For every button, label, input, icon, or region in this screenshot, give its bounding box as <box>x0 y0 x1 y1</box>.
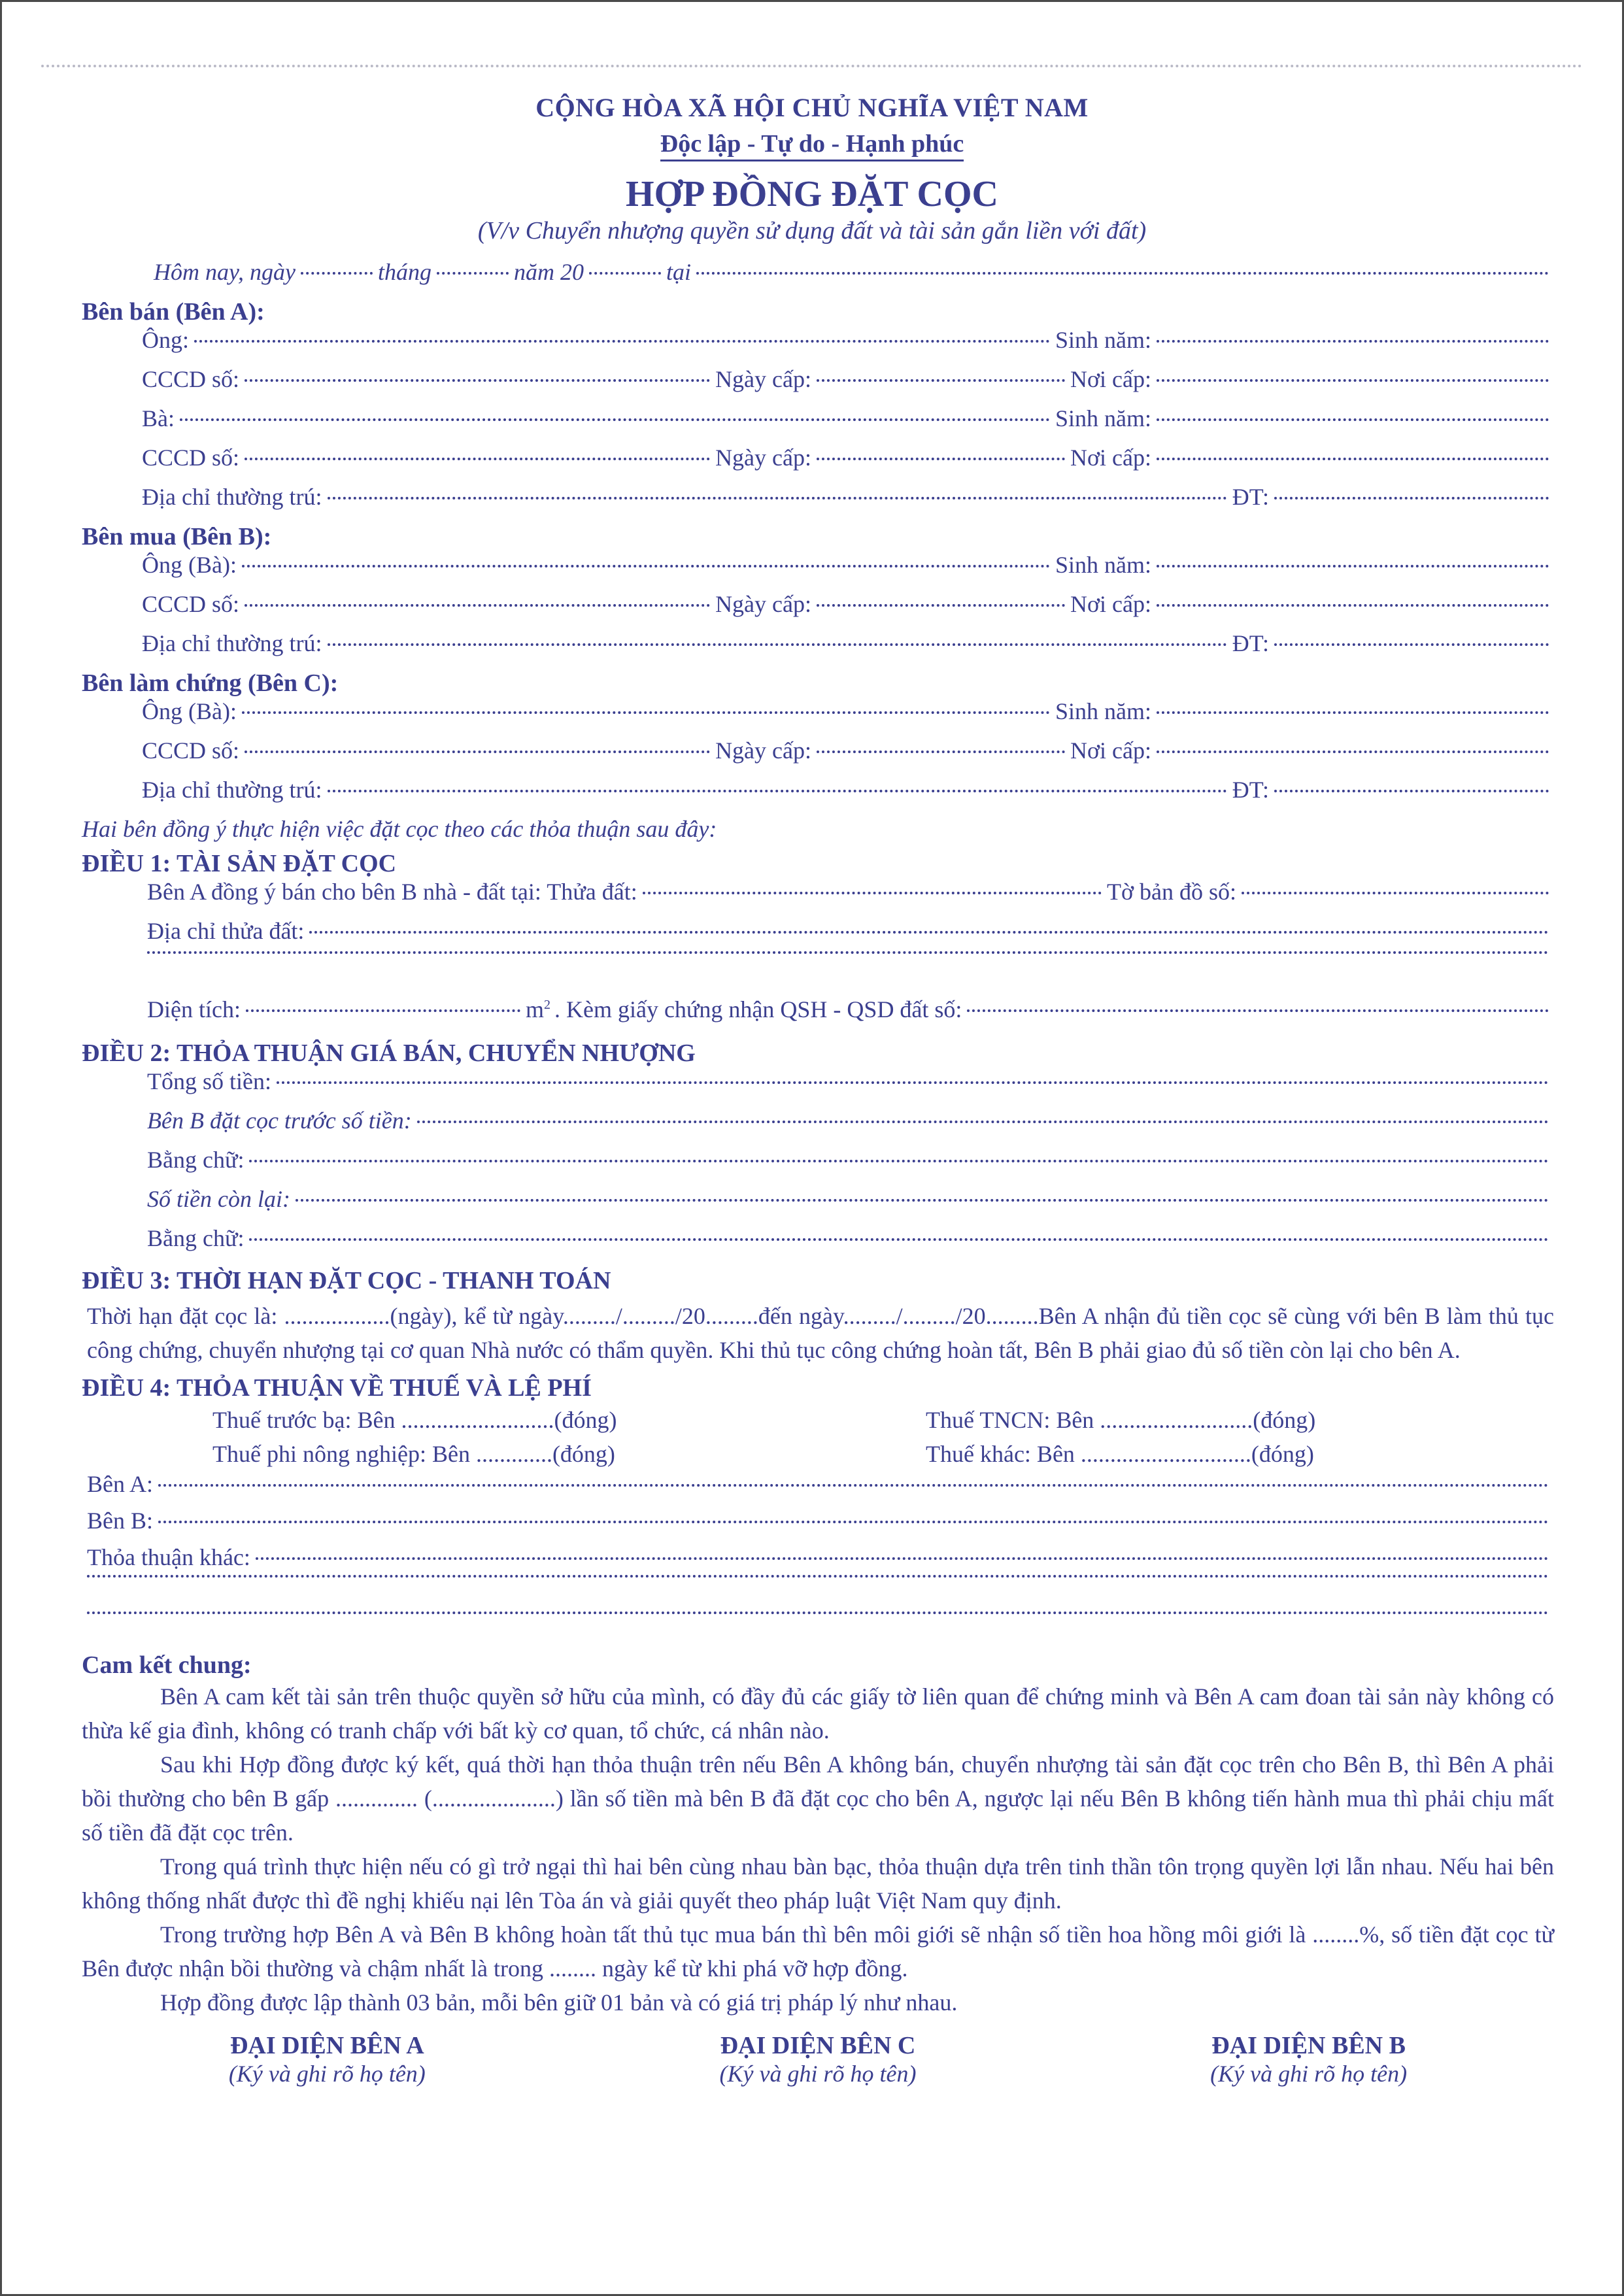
day-field[interactable] <box>301 272 373 275</box>
commitment-paragraph-2: Sau khi Hợp đồng được ký kết, quá thời hạn thỏa thuận trên nếu Bên A không bán, chuyển nhượng tài sản đặt cọc trên cho Bên B, thì Bên A phải bồi thường cho bên B gấp .............. (.....................) lần số tiền mà bên B đã đặt cọc cho bên A, ngược lại nếu Bên B không tiến hành mua thì phải chịu mất số tiền đã đặt cọc trên. <box>82 1751 1554 1846</box>
other-agreement-line-3 <box>82 1617 1554 1653</box>
party-a-ba-id-line: CCCD số: Ngày cấp: Nơi cấp: <box>82 444 1554 483</box>
remaining-words-line: Bằng chữ: <box>82 1224 1554 1264</box>
map-sheet-field[interactable] <box>1242 892 1549 894</box>
party-b-id-line: CCCD số: Ngày cấp: Nơi cấp: <box>82 590 1554 630</box>
article-4-party-a-field[interactable] <box>158 1484 1549 1487</box>
other-agreement-field-2[interactable] <box>87 1575 1549 1578</box>
party-c-phone-field[interactable] <box>1274 790 1549 792</box>
total-amount-line: Tổng số tiền: <box>82 1068 1554 1107</box>
party-b-phone-field[interactable] <box>1274 643 1549 646</box>
commitment-paragraph-5: Hợp đồng được lập thành 03 bản, mỗi bên giữ 01 bản và có giá trị pháp lý như nhau. <box>160 1989 958 2016</box>
party-a-ong-line: Ông: Sinh năm: <box>82 326 1554 365</box>
party-a-phone-field[interactable] <box>1274 497 1549 499</box>
party-a-address-field[interactable] <box>328 497 1227 499</box>
commitment-heading: Cam kết chung: <box>82 1651 252 1679</box>
signature-party-b[interactable]: ĐẠI DIỆN BÊN B (Ký và ghi rõ họ tên) <box>1210 2032 1408 2087</box>
article-1-parcel-line: Bên A đồng ý bán cho bên B nhà - đất tại: Thửa đất: Tờ bản đồ số: <box>82 878 1554 917</box>
party-a-ba-field[interactable] <box>180 418 1050 421</box>
party-b-issue-place-field[interactable] <box>1157 604 1549 607</box>
commitment-paragraph-1: Bên A cam kết tài sản trên thuộc quyền sở hữu của mình, có đầy đủ các giấy tờ liên quan để chứng minh và Bên A cam đoan tài sản này không có thừa kế gia đình, không có tranh chấp với bất kỳ cơ quan, tổ chức, cá nhân nào. <box>82 1683 1554 1744</box>
other-agreement-field-3[interactable] <box>87 1612 1549 1614</box>
party-b-name-line: Ông (Bà): Sinh năm: <box>82 551 1554 590</box>
deposit-amount-field[interactable] <box>417 1121 1549 1123</box>
other-tax: Thuế khác: Bên .............................(đóng) <box>926 1441 1314 1467</box>
area-field[interactable] <box>246 1009 520 1012</box>
party-a-ong-id-field[interactable] <box>245 379 710 382</box>
deposit-words-field[interactable] <box>249 1160 1549 1162</box>
signature-party-a[interactable]: ĐẠI DIỆN BÊN A (Ký và ghi rõ họ tên) <box>228 2032 426 2087</box>
party-a-ba-issue-place-field[interactable] <box>1157 458 1549 460</box>
party-a-ba-line: Bà: Sinh năm: <box>82 405 1554 444</box>
deposit-amount-line: Bên B đặt cọc trước số tiền: <box>82 1107 1554 1146</box>
contract-body <box>82 258 1554 2087</box>
personal-income-tax: Thuế TNCN: Bên ..........................(đóng) <box>926 1407 1316 1433</box>
article-4-party-b-field[interactable] <box>158 1521 1549 1523</box>
party-c-id-field[interactable] <box>245 751 710 753</box>
parcel-address-field-2[interactable] <box>147 951 1549 954</box>
article-2-heading: ĐIỀU 2: THỎA THUẬN GIÁ BÁN, CHUYỂN NHƯỢNG <box>82 1039 696 1067</box>
other-agreement-field[interactable] <box>256 1557 1549 1560</box>
non-agricultural-tax: Thuế phi nông nghiệp: Bên .............(đóng) <box>212 1441 615 1467</box>
party-a-ba-id-field[interactable] <box>245 458 710 460</box>
article-3-text: Thời hạn đặt cọc là: ..................(ngày), kể từ ngày........./........./20.........đến ngày........./........./20.........Bên A nhận đủ tiền cọc sẽ cùng với bên B làm thủ tục công chứng, chuyển nhượng tại cơ quan Nhà nước có thẩm quyền. Khi thủ tục công chứng hoàn tất, Bên B phải giao đủ số tiền còn lại cho bên A. <box>87 1303 1554 1363</box>
deposit-words-line: Bằng chữ: <box>82 1146 1554 1185</box>
article-4-party-b-line: Bên B: <box>82 1507 1554 1544</box>
party-a-address-line: Địa chỉ thường trú: ĐT: <box>82 483 1554 522</box>
party-a-ong-issue-place-field[interactable] <box>1157 379 1549 382</box>
party-b-name-field[interactable] <box>242 565 1050 567</box>
article-1-address-line-2 <box>82 956 1554 996</box>
agreement-intro: Hai bên đồng ý thực hiện việc đặt cọc theo các thỏa thuận sau đây: <box>82 816 717 842</box>
party-c-birth-field[interactable] <box>1157 711 1549 714</box>
tax-row-1 <box>82 1402 1554 1438</box>
party-b-heading: Bên mua (Bên B): <box>82 523 272 550</box>
total-amount-field[interactable] <box>277 1081 1549 1084</box>
party-c-address-line: Địa chỉ thường trú: ĐT: <box>82 776 1554 815</box>
party-c-heading: Bên làm chứng (Bên C): <box>82 669 339 697</box>
party-c-address-field[interactable] <box>328 790 1227 792</box>
party-a-ong-birth-field[interactable] <box>1157 340 1549 343</box>
remaining-amount-line: Số tiền còn lại: <box>82 1185 1554 1224</box>
nation-name: CỘNG HÒA XÃ HỘI CHỦ NGHĨA VIỆT NAM <box>535 93 1089 122</box>
month-field[interactable] <box>437 272 509 275</box>
party-b-issue-date-field[interactable] <box>817 604 1065 607</box>
party-c-name-field[interactable] <box>242 711 1050 714</box>
party-a-ba-birth-field[interactable] <box>1157 418 1549 421</box>
other-agreement-line: Thỏa thuận khác: <box>82 1544 1554 1580</box>
document-subtitle: (V/v Chuyển nhượng quyền sử dụng đất và tài sản gắn liền với đất) <box>477 217 1147 245</box>
certificate-number-field[interactable] <box>967 1009 1549 1012</box>
party-c-id-line: CCCD số: Ngày cấp: Nơi cấp: <box>82 737 1554 776</box>
year-field[interactable] <box>589 272 661 275</box>
parcel-address-field[interactable] <box>309 931 1549 934</box>
article-1-address-line: Địa chỉ thửa đất: <box>82 917 1554 956</box>
commitment-paragraph-4: Trong trường hợp Bên A và Bên B không hoàn tất thủ tục mua bán thì bên môi giới sẽ nhận số tiền hoa hồng môi giới là ........%, số tiền đặt cọc từ Bên được nhận bồi thường và chậm nhất là trong ........ ngày kể từ khi phá vỡ hợp đồng. <box>82 1921 1554 1982</box>
article-3-heading: ĐIỀU 3: THỜI HẠN ĐẶT CỌC - THANH TOÁN <box>82 1267 611 1294</box>
national-motto: Độc lập - Tự do - Hạnh phúc <box>660 129 964 161</box>
article-1-heading: ĐIỀU 1: TÀI SẢN ĐẶT CỌC <box>82 850 397 877</box>
remaining-words-field[interactable] <box>249 1238 1549 1241</box>
party-a-ong-issue-date-field[interactable] <box>817 379 1065 382</box>
party-a-ong-field[interactable] <box>194 340 1050 343</box>
party-c-issue-place-field[interactable] <box>1157 751 1549 753</box>
party-b-birth-field[interactable] <box>1157 565 1549 567</box>
party-c-issue-date-field[interactable] <box>817 751 1065 753</box>
intro-date-line: Hôm nay, ngày tháng năm 20 tại <box>82 258 1554 297</box>
party-b-address-field[interactable] <box>328 643 1227 646</box>
party-a-ong-id-line: CCCD số: Ngày cấp: Nơi cấp: <box>82 365 1554 405</box>
document-header <box>2 92 1622 245</box>
party-a-heading: Bên bán (Bên A): <box>82 298 265 326</box>
document-title: HỢP ĐỒNG ĐẶT CỌC <box>626 174 998 214</box>
party-a-ba-issue-date-field[interactable] <box>817 458 1065 460</box>
party-c-name-line: Ông (Bà): Sinh năm: <box>82 698 1554 737</box>
party-b-id-field[interactable] <box>245 604 710 607</box>
registration-tax: Thuế trước bạ: Bên ..........................(đóng) <box>212 1407 617 1433</box>
signature-block <box>82 2031 1554 2087</box>
place-field[interactable] <box>696 272 1549 275</box>
article-4-heading: ĐIỀU 4: THỎA THUẬN VỀ THUẾ VÀ LỆ PHÍ <box>82 1374 592 1402</box>
tax-row-2 <box>82 1438 1554 1470</box>
remaining-amount-field[interactable] <box>296 1199 1549 1202</box>
article-4-party-a-line: Bên A: <box>82 1470 1554 1507</box>
parcel-number-field[interactable] <box>643 892 1102 894</box>
party-b-address-line: Địa chỉ thường trú: ĐT: <box>82 630 1554 669</box>
article-1-area-line: Diện tích: $m^2$ . Kèm giấy chứng nhận QSH - QSD đất số: <box>82 996 1554 1035</box>
signature-party-c[interactable]: ĐẠI DIỆN BÊN C (Ký và ghi rõ họ tên) <box>719 2032 917 2087</box>
commitment-paragraph-3: Trong quá trình thực hiện nếu có gì trở ngại thì hai bên cùng nhau bàn bạc, thỏa thuận dựa trên tinh thần tôn trọng quyền lợi lẫn nhau. Nếu hai bên không thống nhất được thì đề nghị khiếu nại lên Tòa án và giải quyết theo pháp luật Việt Nam quy định. <box>82 1853 1554 1914</box>
top-dotted-rule <box>41 65 1583 67</box>
